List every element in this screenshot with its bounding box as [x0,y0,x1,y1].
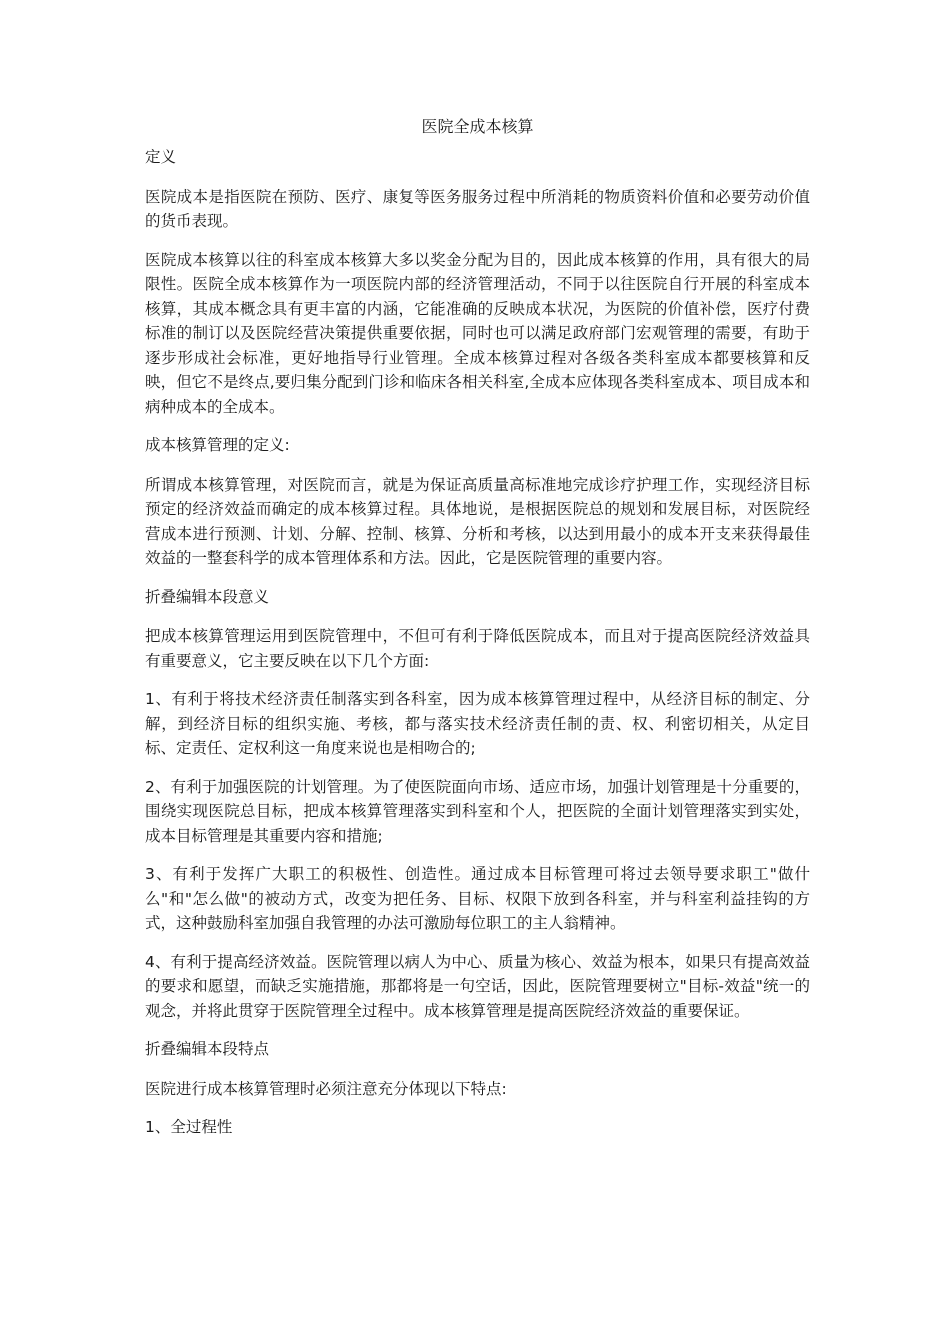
section-heading-features: 折叠编辑本段特点 [145,1040,270,1058]
section-heading-significance: 折叠编辑本段意义 [145,587,270,606]
list-item: 1、全过程性 [145,1118,233,1136]
list-item: 1、有利于将技术经济责任制落实到各科室，因为成本核算管理过程中，从经济目标的制定、分解，到经济目标的组织实施、考核，都与落实技术经济责任制的责、权、利密切相关，从定目标、定责任、定权利这一角度来说也是相吻合的; [145,690,810,757]
paragraph: 所谓成本核算管理，对医院而言，就是为保证高质量高标准地完成诊疗护理工作，实现经济目标预定的经济效益而确定的成本核算过程。具体地说，是根据医院总的规划和发展目标，对医院经营成本进行预测、计划、分解、控制、核算、分析和考核，以达到用最小的成本开支来获得最佳效益的一整套科学的成本管理体系和方法。因此，它是医院管理的重要内容。 [145,475,810,567]
list-item: 4、有利于提高经济效益。医院管理以病人为中心、质量为核心、效益为根本，如果只有提高效益的要求和愿望，而缺乏实施措施，那都将是一句空话，因此，医院管理要树立"目标-效益"统一的观念，并将此贯穿于医院管理全过程中。成本核算管理是提高医院经济效益的重要保证。 [145,952,810,1020]
list-item: 2、有利于加强医院的计划管理。为了使医院面向市场、适应市场，加强计划管理是十分重要的，围绕实现医院总目标，把成本核算管理落实到科室和个人，把医院的全面计划管理落实到实处，成本目标管理是其重要内容和措施; [145,777,810,845]
paragraph: 把成本核算管理运用到医院管理中，不但可有利于降低医院成本，而且对于提高医院经济效益具有重要意义，它主要反映在以下几个方面: [145,627,810,670]
list-item: 3、有利于发挥广大职工的积极性、创造性。通过成本目标管理可将过去领导要求职工"做什么"和"怎么做"的被动方式，改变为把任务、目标、权限下放到各科室，并与科室利益挂钩的方式，这种鼓励科室加强自我管理的办法可激励每位职工的主人翁精神。 [145,865,810,932]
section-heading-cost-management-definition: 成本核算管理的定义: [145,436,290,454]
document-title: 医院全成本核算 [421,117,534,136]
paragraph: 医院进行成本核算管理时必须注意充分体现以下特点: [145,1079,507,1098]
paragraph: 医院成本核算以往的科室成本核算大多以奖金分配为目的，因此成本核算的作用，具有很大的局限性。医院全成本核算作为一项医院内部的经济管理活动，不同于以往医院自行开展的科室成本核算，其成本概念具有更丰富的内涵，它能准确的反映成本状况，为医院的价值补偿，医疗付费标准的制订以及医院经营决策提供重要依据，同时也可以满足政府部门宏观管理的需要，有助于逐步形成社会标准，更好地指导行业管理。全成本核算过程对各级各类科室成本都要核算和反映，但它不是终点,要归集分配到门诊和临床各相关科室,全成本应体现各类科室成本、项目成本和病种成本的全成本。 [145,250,810,416]
paragraph: 医院成本是指医院在预防、医疗、康复等医务服务过程中所消耗的物质资料价值和必要劳动价值的货币表现。 [145,187,810,230]
section-heading-definition: 定义 [145,148,177,166]
document-page [145,112,810,1154]
